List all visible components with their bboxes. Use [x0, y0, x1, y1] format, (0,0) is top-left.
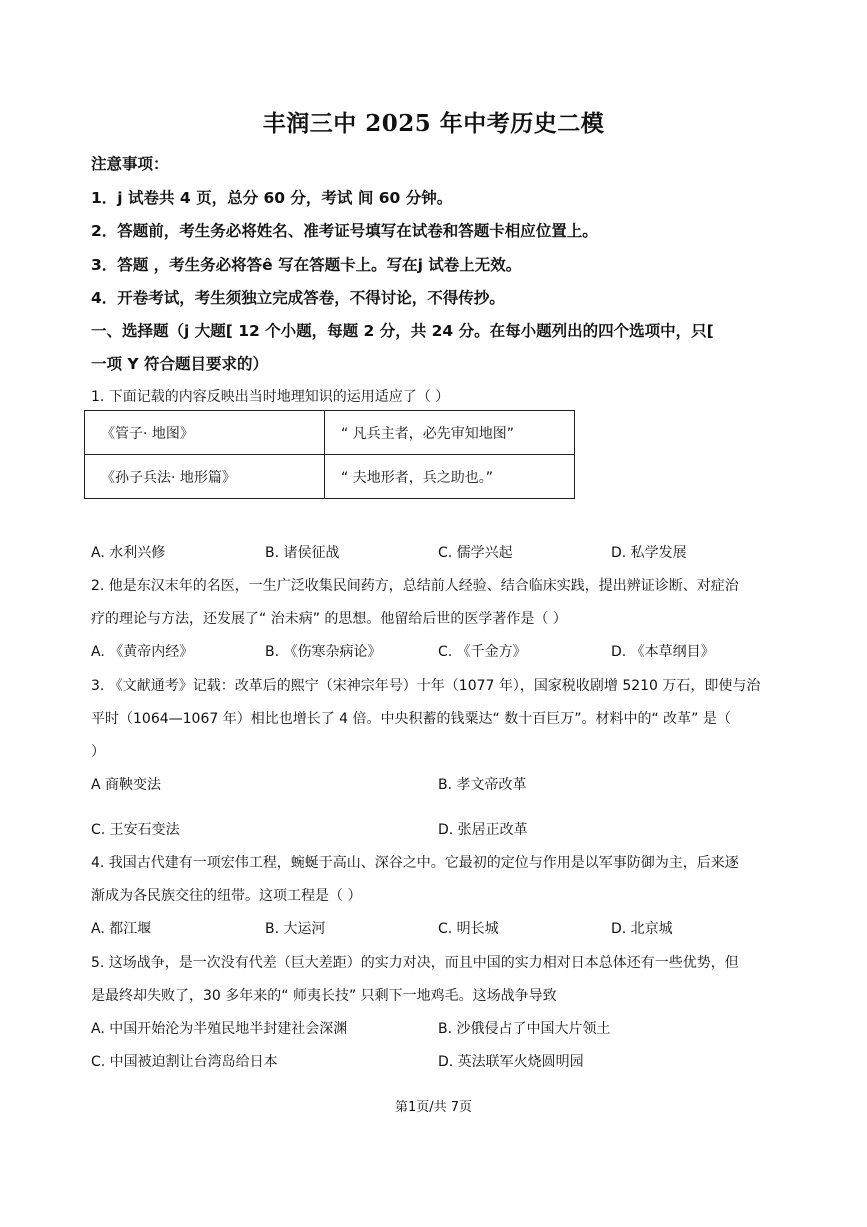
question-2-stem-line-1: 2. 他是东汉末年的名医，一生广泛收集民间药方，总结前人经验、结合临床实践，提出辨证诊断、对症治 [91, 578, 739, 594]
table-cell: “ 凡兵主者，必先审知地图” [325, 411, 575, 455]
section-heading-line-1: 一、选择题（j 大题[ 12 个小题，每题 2 分，共 24 分。在每小题列出的四个选项中，只[ [91, 322, 714, 340]
table-cell: 《管子· 地图》 [85, 411, 325, 455]
page-footer: 第1页/共 7页 [394, 1100, 473, 1115]
notice-item-2: 2．答题前，考生务必将姓名、准考证号填写在试卷和答题卡相应位置上。 [91, 222, 598, 240]
question-3-option-b: B. 孝文帝改革 [438, 777, 527, 793]
question-1-option-d: D. 私学发展 [611, 545, 687, 561]
question-3-option-c: C. 王安石变法 [91, 822, 180, 838]
question-2-option-b: B. 《伤寒杂病论》 [265, 644, 382, 660]
question-4-option-d: D. 北京城 [611, 921, 673, 937]
question-3-option-d: D. 张居正改革 [438, 822, 528, 838]
question-4-option-a: A. 都江堰 [91, 921, 152, 937]
table-row [85, 411, 575, 455]
question-5-option-d: D. 英法联军火烧圆明园 [438, 1054, 584, 1070]
notice-item-4: 4．开卷考试，考生须独立完成答卷，不得讨论，不得传抄。 [91, 289, 505, 307]
question-2-option-c: C. 《千金方》 [438, 644, 527, 660]
question-3-stem-line-3: ） [91, 744, 105, 760]
notice-heading: 注意事项： [91, 155, 169, 173]
question-1-table [84, 410, 575, 499]
question-2-stem-line-2: 疗的理论与方法，还发展了“ 治未病” 的思想。他留给后世的医学著作是（ ） [91, 611, 567, 627]
question-1-option-c: C. 儒学兴起 [438, 545, 513, 561]
question-4-option-b: B. 大运河 [265, 921, 326, 937]
section-heading-line-2: 一项 Y 符合题目要求的） [91, 355, 269, 373]
question-3-stem-line-2: 平时（1064—1067 年）相比也增长了 4 倍。中央积蓄的钱粟达“ 数十百巨万”。材料中的“ 改革” 是（ [91, 711, 731, 727]
question-1-option-a: A. 水利兴修 [91, 545, 166, 561]
question-5-option-c: C. 中国被迫割让台湾岛给日本 [91, 1054, 278, 1070]
question-5-stem-line-2: 是最终却失败了，30 多年来的“ 师夷长技” 只剩下一地鸡毛。这场战争导致 [91, 988, 557, 1004]
question-2-option-a: A. 《黄帝内经》 [91, 644, 194, 660]
exam-title: 丰润三中 2025 年中考历史二模 [262, 110, 605, 137]
question-1-stem: 1. 下面记载的内容反映出当时地理知识的运用适应了（ ） [91, 389, 450, 405]
question-4-stem-line-1: 4. 我国古代建有一项宏伟工程，蜿蜒于高山、深谷之中。它最初的定位与作用是以军事防御为主，后来逐 [91, 855, 739, 871]
question-4-stem-line-2: 渐成为各民族交往的纽带。这项工程是（ ） [91, 888, 362, 904]
question-5-stem-line-1: 5. 这场战争，是一次没有代差（巨大差距）的实力对决，而且中国的实力相对日本总体还有一些优势，但 [91, 955, 739, 971]
question-2-option-d: D. 《本草纲目》 [611, 644, 715, 660]
question-3-option-a: A 商鞅变法 [91, 777, 162, 793]
table-cell: “ 夫地形者，兵之助也。” [325, 455, 575, 499]
notice-item-1: 1．j 试卷共 4 页，总分 60 分，考试 间 60 分钟。 [91, 189, 453, 207]
table-row [85, 455, 575, 499]
question-3-stem-line-1: 3. 《文献通考》记载：改革后的熙宁（宋神宗年号）十年（1077 年），国家税收剧增 5210 万石，即使与治 [91, 678, 761, 694]
question-1-option-b: B. 诸侯征战 [265, 545, 340, 561]
table-cell: 《孙子兵法· 地形篇》 [85, 455, 325, 499]
question-4-option-c: C. 明长城 [438, 921, 499, 937]
question-5-option-b: B. 沙俄侵占了中国大片领土 [438, 1021, 611, 1037]
notice-item-3: 3．答题 ，考生务必将答ê 写在答题卡上。写在j 试卷上无效。 [91, 256, 522, 274]
question-5-option-a: A. 中国开始沦为半殖民地半封建社会深渊 [91, 1021, 348, 1037]
